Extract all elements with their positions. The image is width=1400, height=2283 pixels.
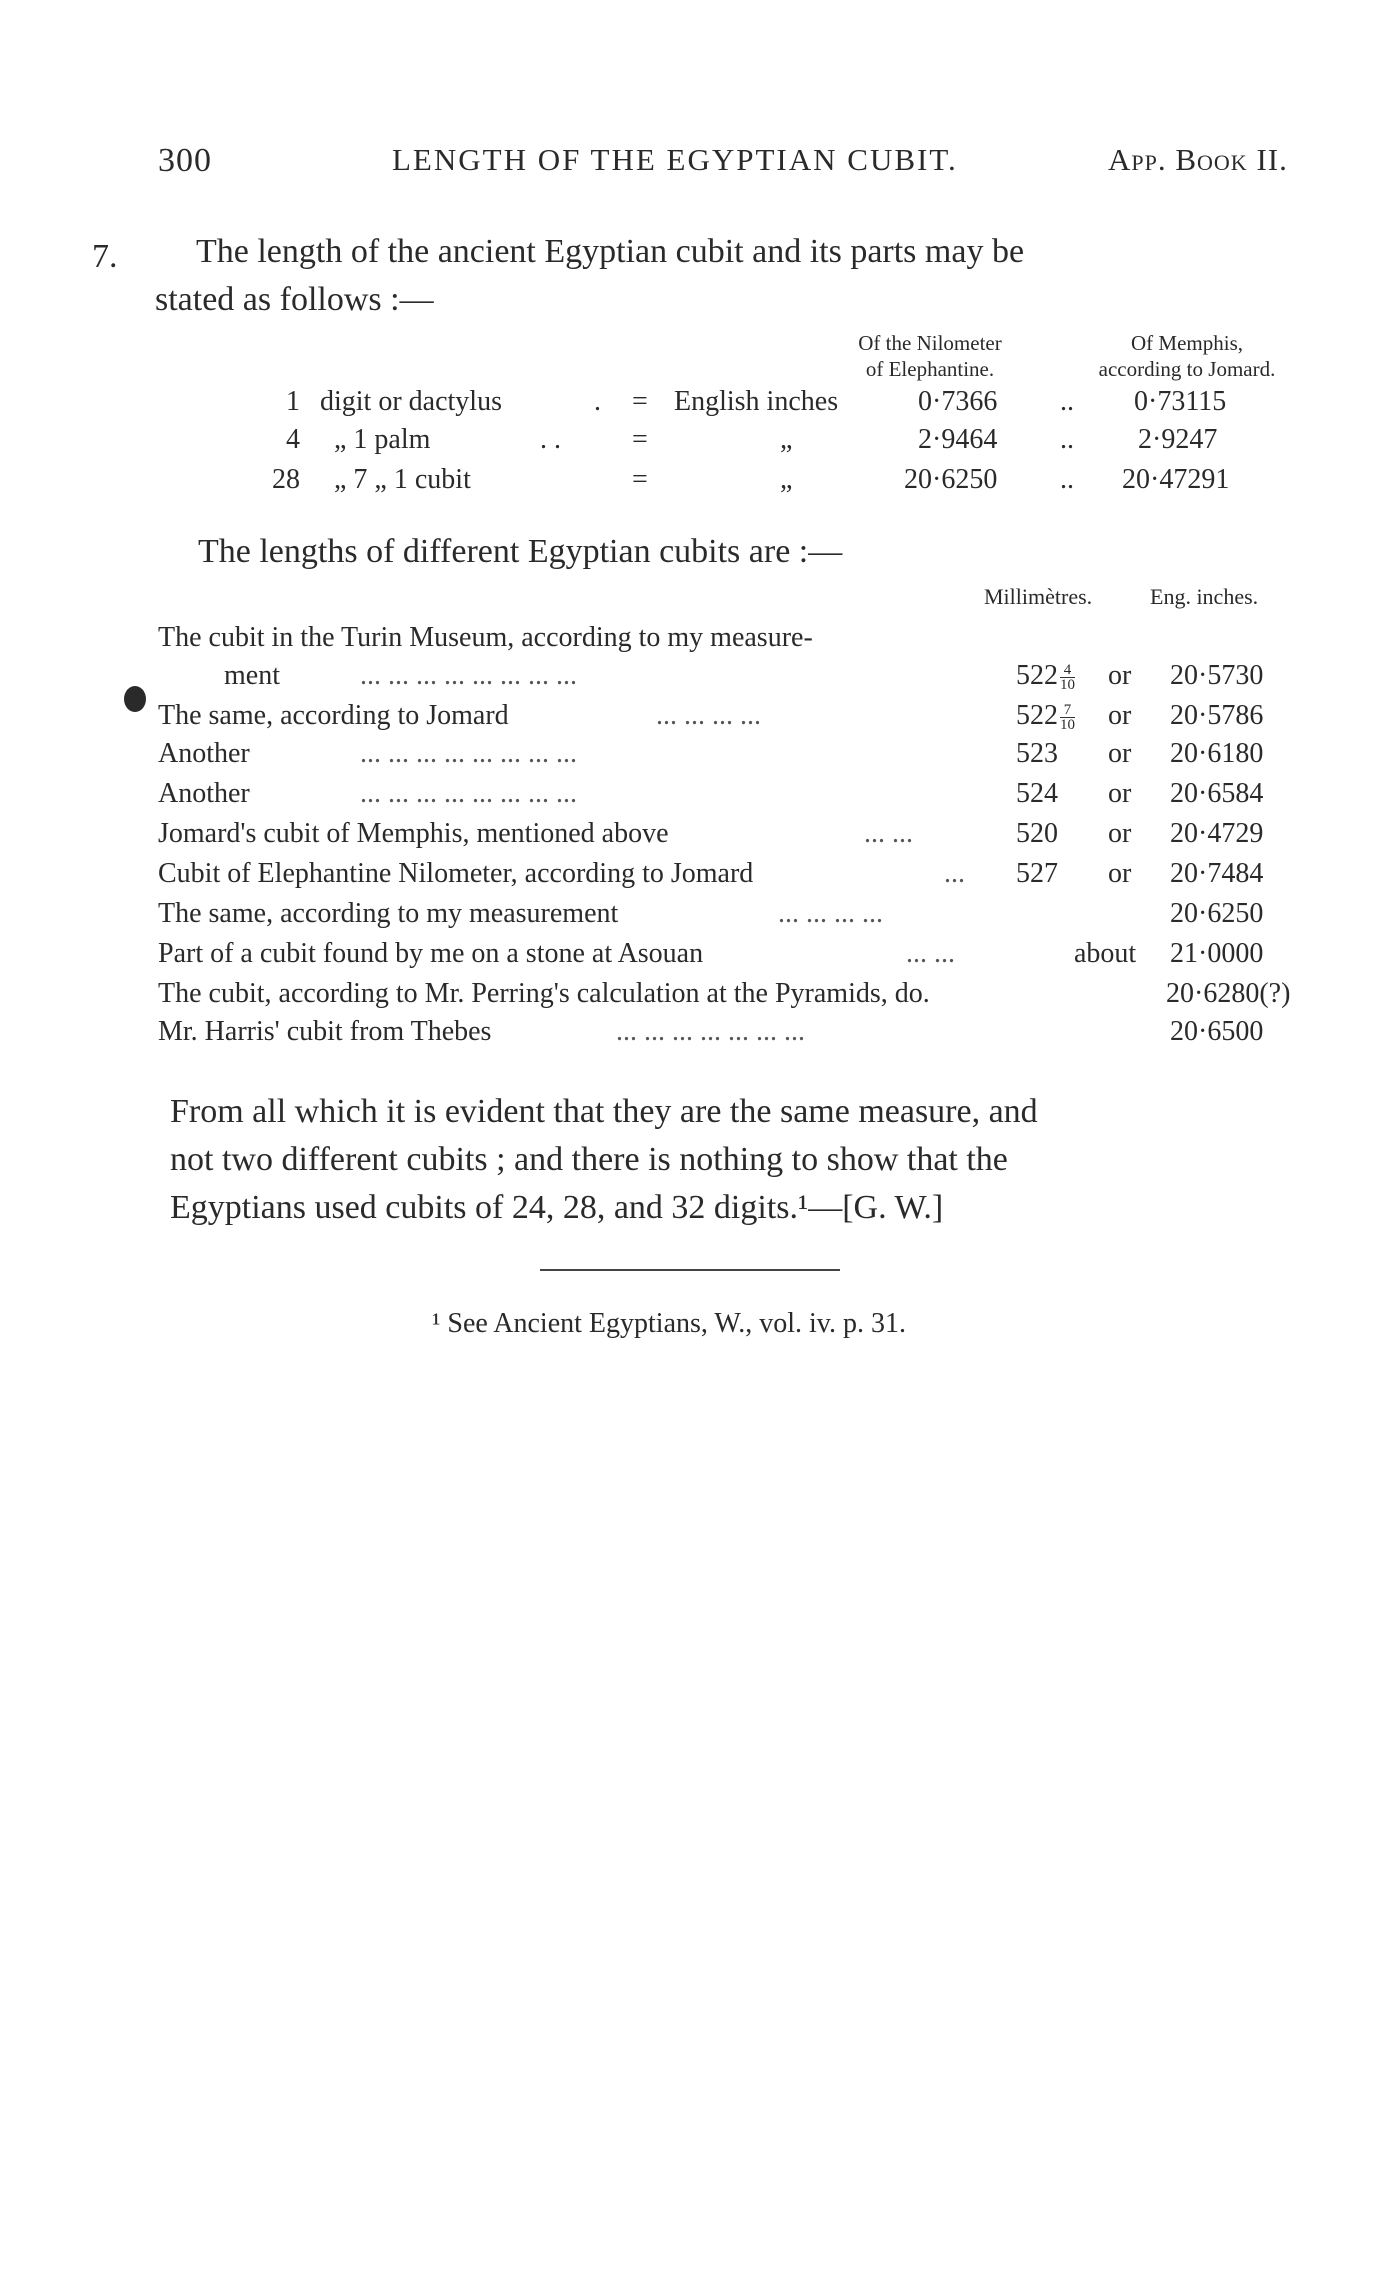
row-inches: 20·6280(?) <box>1166 978 1291 1009</box>
row-millimetres: 522 $\frac{7}{10}$ <box>1016 700 1075 734</box>
footnote-rule <box>540 1269 840 1271</box>
row-inches: 21·0000 <box>1170 938 1264 969</box>
row-millimetres: 520 <box>1016 818 1058 849</box>
column-head-memphis: Of Memphis, according to Jomard. <box>1098 331 1276 381</box>
row-dots: ... ... ... ... ... ... ... ... <box>360 738 577 769</box>
footnote: ¹ See Ancient Egyptians, W., vol. iv. p. 31. <box>432 1308 906 1339</box>
column-head-english-inches: Eng. inches. <box>1150 584 1259 609</box>
row-inches: 20·5786 <box>1170 700 1264 731</box>
margin-section-mark: 7. <box>92 238 118 275</box>
row-label: The same, according to Jomard <box>158 700 509 731</box>
row-or: or <box>1108 858 1132 889</box>
row-memphis-value: 0·73115 <box>1134 386 1227 417</box>
fraction: $\frac{4}{10}$ <box>1060 662 1075 694</box>
page-number: 300 <box>158 142 212 179</box>
section-reference: App. Book II. <box>1108 142 1288 177</box>
row-inches: 20·6250 <box>1170 898 1264 929</box>
row-millimetres: 523 <box>1016 738 1058 769</box>
row-equals: = <box>632 424 648 455</box>
row-equals: = <box>632 464 648 495</box>
row-or: or <box>1108 738 1132 769</box>
running-title: LENGTH OF THE EGYPTIAN CUBIT. <box>392 142 958 177</box>
row-millimetres: about <box>1074 938 1137 969</box>
row-dots: ... ... ... ... ... ... ... ... <box>360 778 577 809</box>
fraction: $\frac{7}{10}$ <box>1060 702 1075 734</box>
row-nilometer-value: 0·7366 <box>918 386 998 417</box>
row-label: Another <box>158 778 250 809</box>
row-dots: . <box>594 386 601 417</box>
row-inches: 20·6500 <box>1170 1016 1264 1047</box>
row-separator: .. <box>1060 464 1074 495</box>
row-inches: 20·6180 <box>1170 738 1264 769</box>
row-inches: 20·7484 <box>1170 858 1264 889</box>
row-or: or <box>1108 778 1132 809</box>
intro-line-1: The length of the ancient Egyptian cubit and its parts may be <box>196 233 1025 270</box>
row-count: 4 <box>286 424 300 455</box>
row-or: or <box>1108 660 1132 691</box>
row-millimetres: 527 <box>1016 858 1058 889</box>
row-inches: 20·5730 <box>1170 660 1264 691</box>
row-nilometer-value: 2·9464 <box>918 424 998 455</box>
row-label: The cubit in the Turin Museum, according to my measure- <box>158 622 813 653</box>
row-equals: = <box>632 386 648 417</box>
row-separator: .. <box>1060 386 1074 417</box>
row-separator: .. <box>1060 424 1074 455</box>
conclusion-line-3: Egyptians used cubits of 24, 28, and 32 digits.¹—[G. W.] <box>170 1189 944 1226</box>
row-dots: ... ... ... ... ... ... ... ... <box>360 660 577 691</box>
row-count: 28 <box>272 464 300 495</box>
row-label: The cubit, according to Mr. Perring's calculation at the Pyramids, do. <box>158 978 930 1009</box>
row-count: 1 <box>286 386 300 417</box>
column-head-nilometer: Of the Nilometer of Elephantine. <box>858 331 1002 381</box>
row-unit: English inches <box>674 386 839 417</box>
column-head-millimetres: Millimètres. <box>984 584 1093 609</box>
intro-line-2: stated as follows :— <box>155 281 434 318</box>
row-dots: ... <box>944 858 965 889</box>
row-unit: „ <box>780 424 793 455</box>
row-label: ment <box>224 660 280 691</box>
row-or: or <box>1108 818 1132 849</box>
row-dots: ... ... <box>906 938 955 969</box>
conclusion-line-1: From all which it is evident that they are the same measure, and <box>170 1093 1038 1130</box>
row-dots: . . <box>540 424 561 455</box>
row-label: Part of a cubit found by me on a stone at Asouan <box>158 938 704 969</box>
row-label: The same, according to my measurement <box>158 898 619 929</box>
row-label: Another <box>158 738 250 769</box>
row-label: Mr. Harris' cubit from Thebes <box>158 1016 492 1047</box>
row-dots: ... ... ... ... <box>656 700 761 731</box>
conclusion-line-2: not two different cubits ; and there is nothing to show that the <box>170 1141 1008 1178</box>
lengths-heading: The lengths of different Egyptian cubits are :— <box>198 533 843 570</box>
row-dots: ... ... ... ... <box>778 898 883 929</box>
row-dots: ... ... ... ... ... ... ... <box>616 1016 805 1047</box>
row-inches: 20·6584 <box>1170 778 1264 809</box>
row-nilometer-value: 20·6250 <box>904 464 998 495</box>
ink-blot <box>124 686 146 712</box>
row-inches: 20·4729 <box>1170 818 1264 849</box>
row-label: „ 7 „ 1 cubit <box>334 464 471 495</box>
row-memphis-value: 20·47291 <box>1122 464 1230 495</box>
row-memphis-value: 2·9247 <box>1138 424 1218 455</box>
row-label: digit or dactylus <box>320 386 502 417</box>
row-label: Jomard's cubit of Memphis, mentioned above <box>158 818 669 849</box>
row-label: „ 1 palm <box>334 424 431 455</box>
row-unit: „ <box>780 464 793 495</box>
row-or: or <box>1108 700 1132 731</box>
row-dots: ... ... <box>864 818 913 849</box>
row-label: Cubit of Elephantine Nilometer, according to Jomard <box>158 858 754 889</box>
row-millimetres: 522 $\frac{4}{10}$ <box>1016 660 1075 694</box>
row-millimetres: 524 <box>1016 778 1058 809</box>
